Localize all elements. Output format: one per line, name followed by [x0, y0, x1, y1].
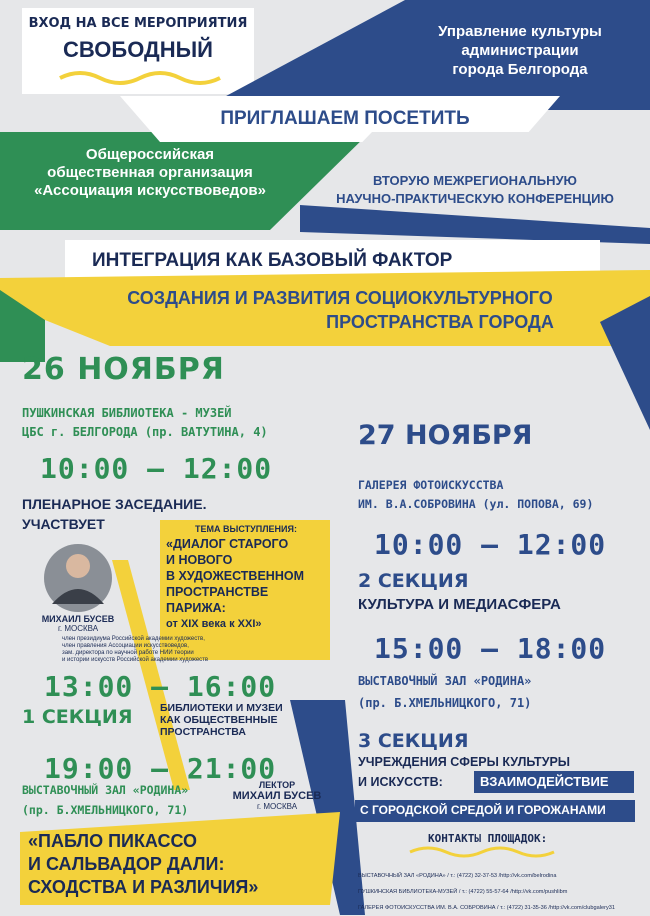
- free-entry-block: [22, 16, 254, 63]
- topic-label: ТЕМА ВЫСТУПЛЕНИЯ:: [195, 524, 297, 534]
- day2-section2: 2 СЕКЦИЯ: [358, 570, 469, 592]
- speaker-city: г. МОСКВА: [57, 624, 99, 633]
- speaker-bio-line: член президиума Российской академии художеств,: [62, 636, 205, 642]
- day2-venue1-line2: ИМ. В.А.СОБРОВИНА (ул. ПОПОВА, 69): [358, 497, 594, 511]
- free-entry-line1: ВХОД НА ВСЕ МЕРОПРИЯТИЯ: [28, 16, 248, 31]
- lecturer-block: [222, 780, 332, 811]
- speaker-bio-line: член правления Ассоциации искусствоведов,: [62, 643, 189, 649]
- topic-line: ПРОСТРАНСТВЕ: [166, 585, 269, 599]
- section3-highlight2: С ГОРОДСКОЙ СРЕДОЙ И ГОРОЖАНАМИ: [360, 803, 606, 817]
- day1-section1: 1 СЕКЦИЯ: [22, 706, 133, 728]
- section3-line2: И ИСКУССТВ:: [358, 775, 443, 789]
- association-line2: общественная организация: [47, 164, 253, 181]
- contacts-list: [358, 868, 615, 916]
- association-block: [0, 146, 300, 200]
- day2-venue2-line2: (пр. Б.ХМЕЛЬНИЦКОГО, 71): [358, 696, 532, 710]
- day1-time1: 10:00 – 12:00: [40, 452, 273, 485]
- topic-line: ПАРИЖА:: [166, 601, 226, 615]
- day2-venue1: [358, 476, 593, 514]
- lecture-line: СХОДСТВА И РАЗЛИЧИЯ»: [28, 877, 259, 897]
- topic-block: [166, 524, 326, 632]
- day2-venue2: [358, 670, 531, 714]
- section1-title-line: ПРОСТРАНСТВА: [160, 726, 246, 738]
- day1-venue1: [22, 404, 268, 442]
- conference-block: [300, 172, 650, 208]
- day2-time1: 10:00 – 12:00: [374, 528, 607, 561]
- topic-line: И НОВОГО: [166, 553, 233, 567]
- topic-lines: [166, 536, 326, 632]
- contact-row: ГАЛЕРЕЯ ФОТОИСКУССТВА ИМ. В.А. СОБРОВИНА / т.: (4722) 31-35-36 /http://vk.com/clubgalery31: [358, 905, 615, 911]
- headline-line1: ИНТЕГРАЦИЯ КАК БАЗОВЫЙ ФАКТОР: [92, 250, 453, 271]
- day1-venue1-line1: ПУШКИНСКАЯ БИБЛИОТЕКА - МУЗЕЙ: [22, 406, 232, 420]
- invite-title: ПРИГЛАШАЕМ ПОСЕТИТЬ: [220, 108, 470, 129]
- day1-venue2-line2: (пр. Б.ХМЕЛЬНИЦКОГО, 71): [22, 803, 189, 817]
- contacts-title: КОНТАКТЫ ПЛОЩАДОК:: [428, 832, 548, 845]
- topic-line: от XIX века к XXI»: [166, 618, 262, 630]
- organizer-line3: города Белгорода: [452, 61, 588, 78]
- conference-line2: НАУЧНО-ПРАКТИЧЕСКУЮ КОНФЕРЕНЦИЮ: [336, 191, 614, 206]
- day1-venue1-line2: ЦБС г. БЕЛГОРОДА (пр. ВАТУТИНА, 4): [22, 425, 268, 439]
- section3-line1: УЧРЕЖДЕНИЯ СФЕРЫ КУЛЬТУРЫ: [358, 755, 571, 769]
- lecture-title: [28, 830, 258, 899]
- section1-title-line: КАК ОБЩЕСТВЕННЫЕ: [160, 714, 278, 726]
- association-line3: «Ассоциация искусствоведов»: [34, 182, 266, 199]
- conference-line1: ВТОРУЮ МЕЖРЕГИОНАЛЬНУЮ: [373, 173, 577, 188]
- contact-row: ПУШКИНСКАЯ БИБЛИОТЕКА-МУЗЕЙ / т.: (4722) 55-57-64 /http://vk.com/pushlibm: [358, 889, 568, 895]
- speaker-caption: [30, 614, 126, 633]
- free-entry-line2: СВОБОДНЫЙ: [63, 37, 213, 62]
- contact-row: ВЫСТАВОЧНЫЙ ЗАЛ «РОДИНА» / т.: (4722) 32-37-53 /http://vk.com/belrodina: [358, 873, 557, 879]
- wavy-underline-contacts: [410, 848, 554, 856]
- organizer-block: [400, 22, 640, 79]
- speaker-bio-line: и истории искусств Российской академии художеств: [62, 657, 209, 663]
- section1-title-line: БИБЛИОТЕКИ И МУЗЕИ: [160, 702, 283, 714]
- topic-line: В ХУДОЖЕСТВЕННОМ: [166, 569, 304, 583]
- day1-venue2: [22, 780, 188, 820]
- speaker-name: МИХАИЛ БУСЕВ: [41, 614, 115, 624]
- day2-date: 27 НОЯБРЯ: [358, 420, 533, 451]
- lecture-line: И САЛЬВАДОР ДАЛИ:: [28, 854, 225, 874]
- section2-title: КУЛЬТУРА И МЕДИАСФЕРА: [358, 596, 561, 613]
- section3-highlight1: ВЗАИМОДЕЙСТВИЕ: [480, 774, 609, 789]
- day2-venue1-line1: ГАЛЕРЕЯ ФОТОИСКУССТВА: [358, 478, 504, 492]
- headline-line2: СОЗДАНИЯ И РАЗВИТИЯ СОЦИОКУЛЬТУРНОГО: [127, 288, 553, 308]
- day2-section3: 3 СЕКЦИЯ: [358, 730, 469, 752]
- day2-venue2-line1: ВЫСТАВОЧНЫЙ ЗАЛ «РОДИНА»: [358, 674, 532, 688]
- speaker-bio: [62, 636, 208, 664]
- lecturer-city: г. МОСКВА: [256, 802, 298, 811]
- organizer-line2: администрации: [461, 42, 579, 59]
- day1-plenary-line1: ПЛЕНАРНОЕ ЗАСЕДАНИЕ.: [22, 496, 207, 512]
- day1-time3: 19:00 – 21:00: [44, 752, 277, 785]
- day1-time2: 13:00 – 16:00: [44, 670, 277, 703]
- lecture-line: «ПАБЛО ПИКАССО: [28, 831, 198, 851]
- day1-date: 26 НОЯБРЯ: [22, 352, 225, 387]
- day1-plenary-line2: УЧАСТВУЕТ: [22, 516, 105, 532]
- association-line1: Общероссийская: [85, 146, 215, 163]
- organizer-line1: Управление культуры: [438, 23, 602, 40]
- lecturer-name: МИХАИЛ БУСЕВ: [232, 790, 322, 802]
- section1-title: [160, 702, 283, 738]
- day1-venue2-line1: ВЫСТАВОЧНЫЙ ЗАЛ «РОДИНА»: [22, 783, 189, 797]
- day2-time2: 15:00 – 18:00: [374, 632, 607, 665]
- speaker-bio-line: зам. директора по научной работе НИИ теории: [62, 650, 194, 656]
- headline-line3: ПРОСТРАНСТВА ГОРОДА: [326, 312, 554, 332]
- lecturer-label: ЛЕКТОР: [258, 780, 296, 790]
- topic-line: «ДИАЛОГ СТАРОГО: [166, 537, 289, 551]
